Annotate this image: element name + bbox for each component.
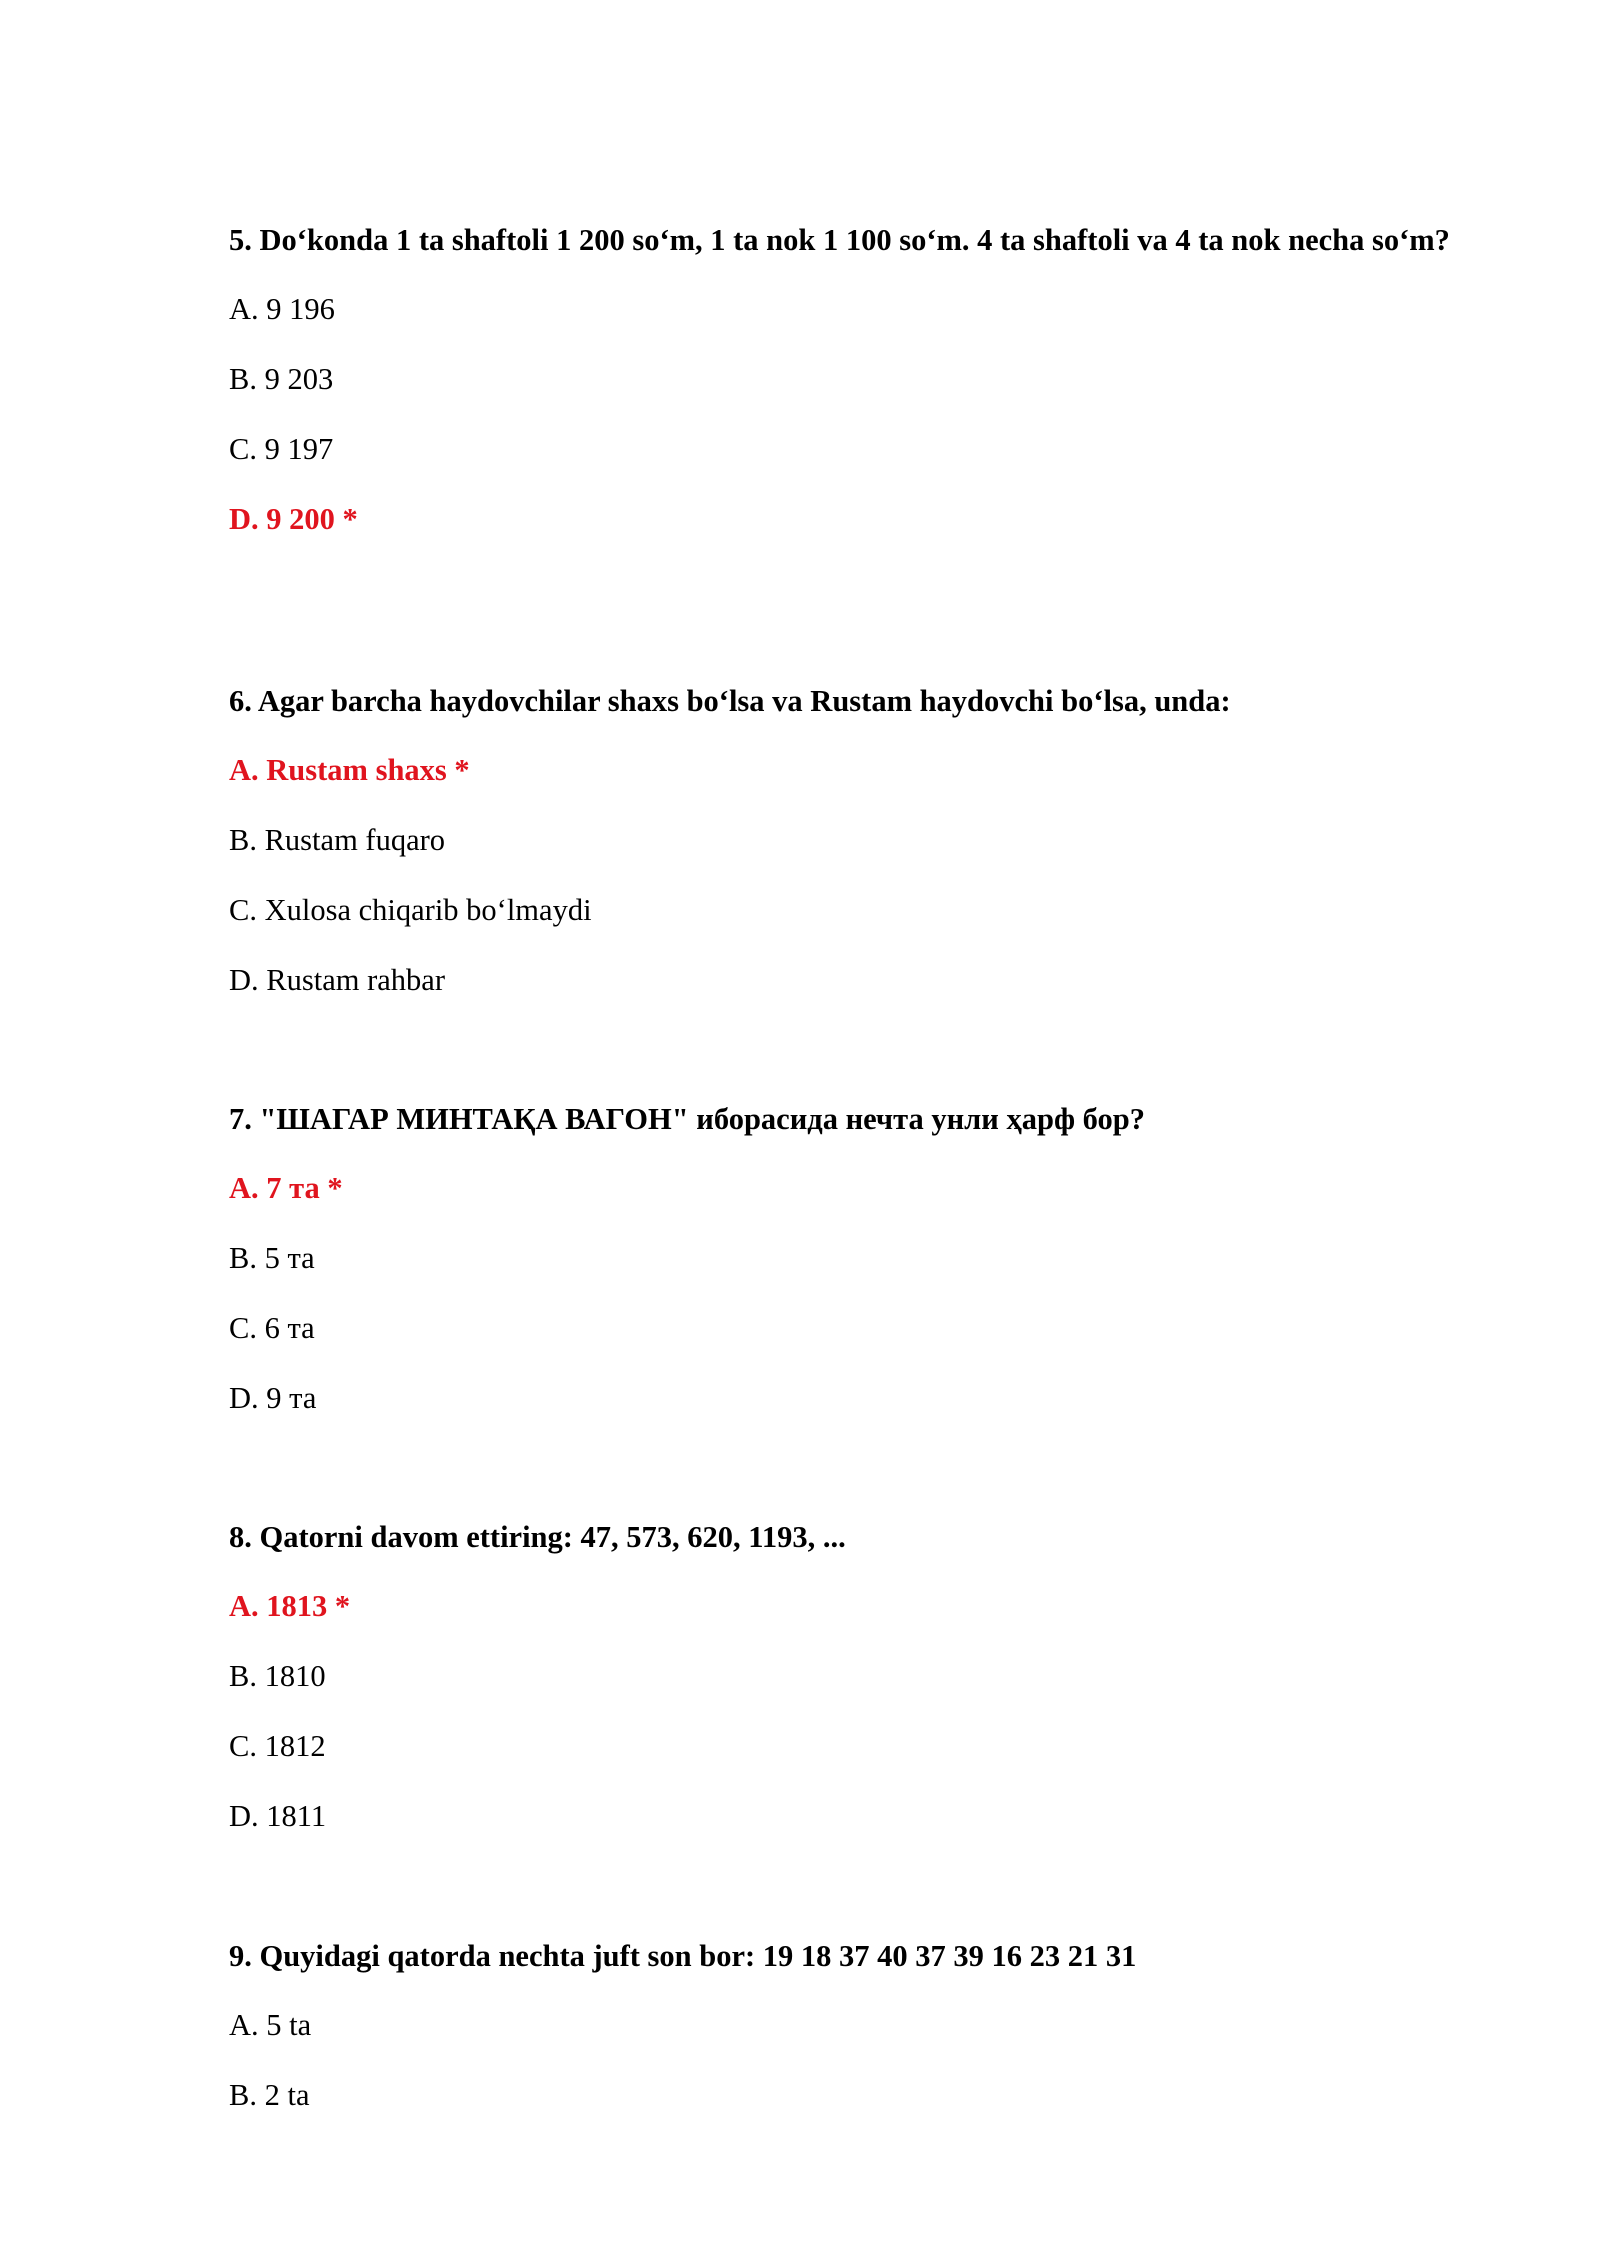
answer-option-a: A. 9 196 (229, 292, 335, 326)
answer-option-d-correct: D. 9 200 * (229, 502, 358, 536)
question-7 (229, 1098, 1459, 1419)
question-5 (229, 219, 1459, 540)
answer-option-a-correct: A. 1813 * (229, 1589, 351, 1623)
answer-option-a-correct: A. 7 та * (229, 1171, 343, 1205)
answer-option-b: B. 5 та (229, 1241, 315, 1275)
question-text: 7. "ШАГАР МИНТАҚА ВАГОН" иборасида нечта унли ҳарф бор? (229, 1102, 1145, 1136)
answer-option-b: B. 1810 (229, 1659, 326, 1693)
answer-option-c: C. Xulosa chiqarib bo‘lmaydi (229, 893, 592, 927)
answer-option-c: C. 9 197 (229, 432, 334, 466)
question-9 (229, 1935, 1459, 2116)
answer-option-c: C. 6 та (229, 1311, 315, 1345)
answer-option-b: B. Rustam fuqaro (229, 823, 446, 857)
question-8 (229, 1516, 1459, 1837)
answer-option-d: D. Rustam rahbar (229, 963, 445, 997)
answer-option-d: D. 1811 (229, 1799, 327, 1833)
answer-option-b: B. 2 ta (229, 2078, 310, 2112)
answer-option-a-correct: A. Rustam shaxs * (229, 753, 470, 787)
question-text: 8. Qatorni davom ettiring: 47, 573, 620, 1193, ... (229, 1520, 846, 1554)
question-text: 5. Do‘konda 1 ta shaftoli 1 200 so‘m, 1 ta nok 1 100 so‘m. 4 ta shaftoli va 4 ta nok necha so‘m? (229, 223, 1450, 257)
question-text: 6. Agar barcha haydovchilar shaxs bo‘lsa va Rustam haydovchi bo‘lsa, unda: (229, 684, 1231, 718)
answer-option-d: D. 9 та (229, 1381, 317, 1415)
question-6 (229, 680, 1459, 1001)
answer-option-a: A. 5 ta (229, 2008, 312, 2042)
question-text: 9. Quyidagi qatorda nechta juft son bor: 19 18 37 40 37 39 16 23 21 31 (229, 1939, 1137, 1973)
answer-option-c: C. 1812 (229, 1729, 326, 1763)
answer-option-b: B. 9 203 (229, 362, 334, 396)
